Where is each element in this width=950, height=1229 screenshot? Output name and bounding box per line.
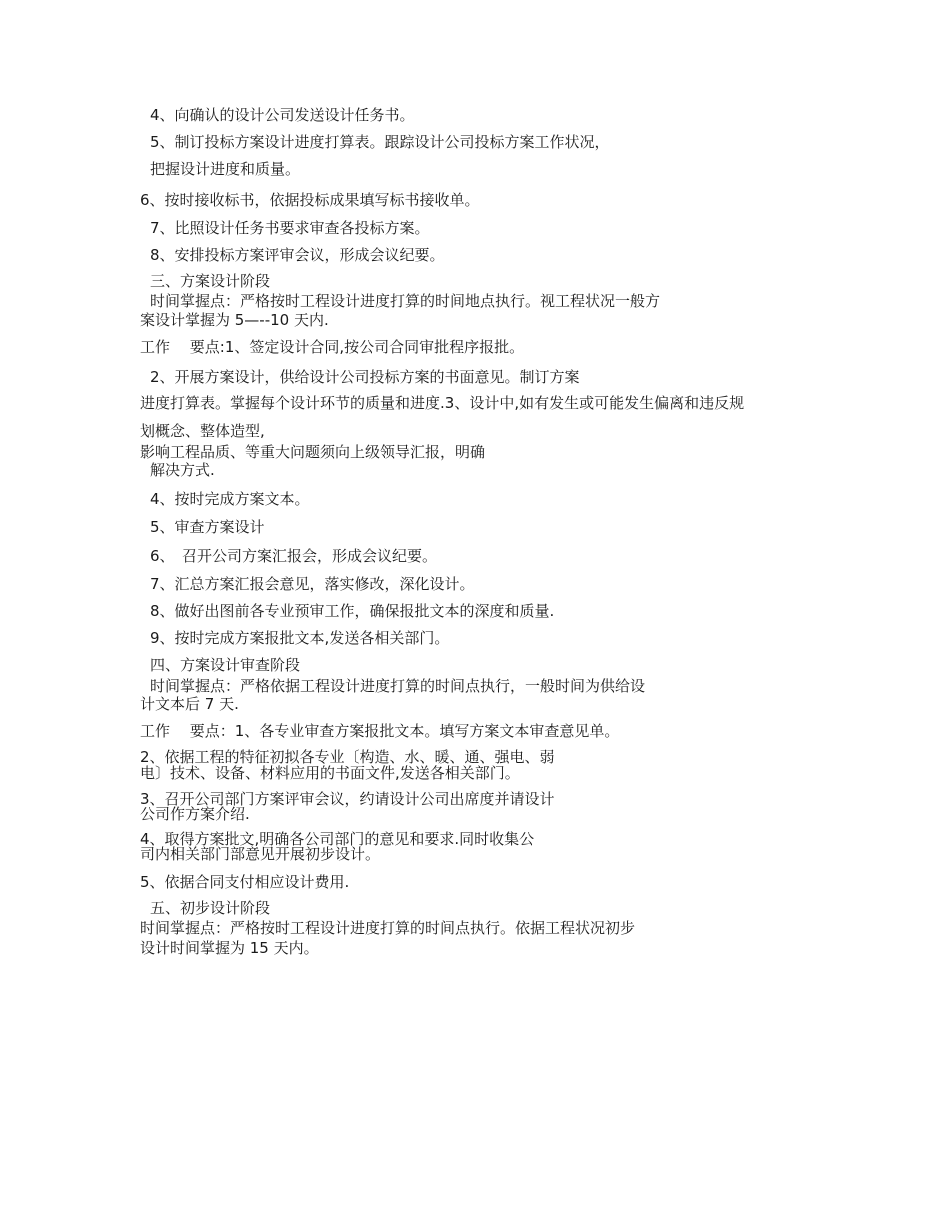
text-line: 把握设计进度和质量。 bbox=[150, 160, 301, 178]
text-line: 公司作方案介绍. bbox=[140, 805, 250, 823]
text-line: 工作 要点:1、签定设计合同,按公司合同审批程序报批。 bbox=[140, 338, 525, 356]
text-line: 影响工程品质、等重大问题须向上级领导汇报，明确 bbox=[140, 443, 486, 461]
text-line: 5、审查方案设计 bbox=[150, 518, 265, 536]
section-heading: 三、方案设计阶段 bbox=[150, 272, 271, 290]
text-line: 4、按时完成方案文本。 bbox=[150, 490, 310, 508]
text-line: 3、召开公司部门方案评审会议，约请设计公司出席度并请设计 bbox=[140, 790, 555, 808]
text-line: 设计时间掌握为 15 天内。 bbox=[140, 939, 319, 957]
text-line: 进度打算表。掌握每个设计环节的质量和进度.3、设计中,如有发生或可能发生偏离和违反规 bbox=[140, 394, 745, 412]
section-heading: 四、方案设计审查阶段 bbox=[150, 656, 301, 674]
text-line: 时间掌握点：严格按时工程设计进度打算的时间点执行。依据工程状况初步 bbox=[140, 919, 636, 937]
text-line: 8、安排投标方案评审会议，形成会议纪要。 bbox=[150, 246, 445, 264]
text-line: 4、向确认的设计公司发送设计任务书。 bbox=[150, 106, 415, 124]
text-line: 6、 召开公司方案汇报会，形成会议纪要。 bbox=[150, 547, 438, 565]
text-line: 时间掌握点：严格按时工程设计进度打算的时间地点执行。视工程状况一般方 bbox=[150, 292, 661, 310]
text-line: 计文本后 7 天. bbox=[140, 695, 239, 713]
section-heading: 五、初步设计阶段 bbox=[150, 899, 271, 917]
text-line: 电〕技术、设备、材料应用的书面文件,发送各相关部门。 bbox=[140, 764, 520, 782]
text-line: 工作 要点：1、各专业审查方案报批文本。填写方案文本审查意见单。 bbox=[140, 722, 620, 740]
text-line: 5、依据合同支付相应设计费用. bbox=[140, 873, 350, 891]
text-line: 划概念、整体造型, bbox=[140, 422, 265, 440]
text-line: 9、按时完成方案报批文本,发送各相关部门。 bbox=[150, 629, 450, 647]
text-line: 2、依据工程的特征初拟各专业〔构造、水、暖、通、强电、弱 bbox=[140, 748, 555, 766]
text-line: 4、取得方案批文,明确各公司部门的意见和要求.同时收集公 bbox=[140, 830, 535, 848]
text-line: 2、开展方案设计，供给设计公司投标方案的书面意见。制订方案 bbox=[150, 368, 580, 386]
text-line: 司内相关部门部意见开展初步设计。 bbox=[140, 845, 381, 863]
text-line: 5、制订投标方案设计进度打算表。跟踪设计公司投标方案工作状况， bbox=[150, 133, 610, 151]
text-line: 时间掌握点：严格依据工程设计进度打算的时间点执行，一般时间为供给设 bbox=[150, 677, 646, 695]
text-line: 6、按时接收标书，依据投标成果填写标书接收单。 bbox=[140, 191, 480, 209]
text-line: 8、做好出图前各专业预审工作，确保报批文本的深度和质量. bbox=[150, 602, 555, 620]
text-line: 7、汇总方案汇报会意见，落实修改，深化设计。 bbox=[150, 575, 475, 593]
text-line: 案设计掌握为 5—--10 天内. bbox=[140, 311, 329, 329]
text-line: 7、比照设计任务书要求审查各投标方案。 bbox=[150, 219, 430, 237]
text-line: 解决方式. bbox=[150, 461, 215, 479]
